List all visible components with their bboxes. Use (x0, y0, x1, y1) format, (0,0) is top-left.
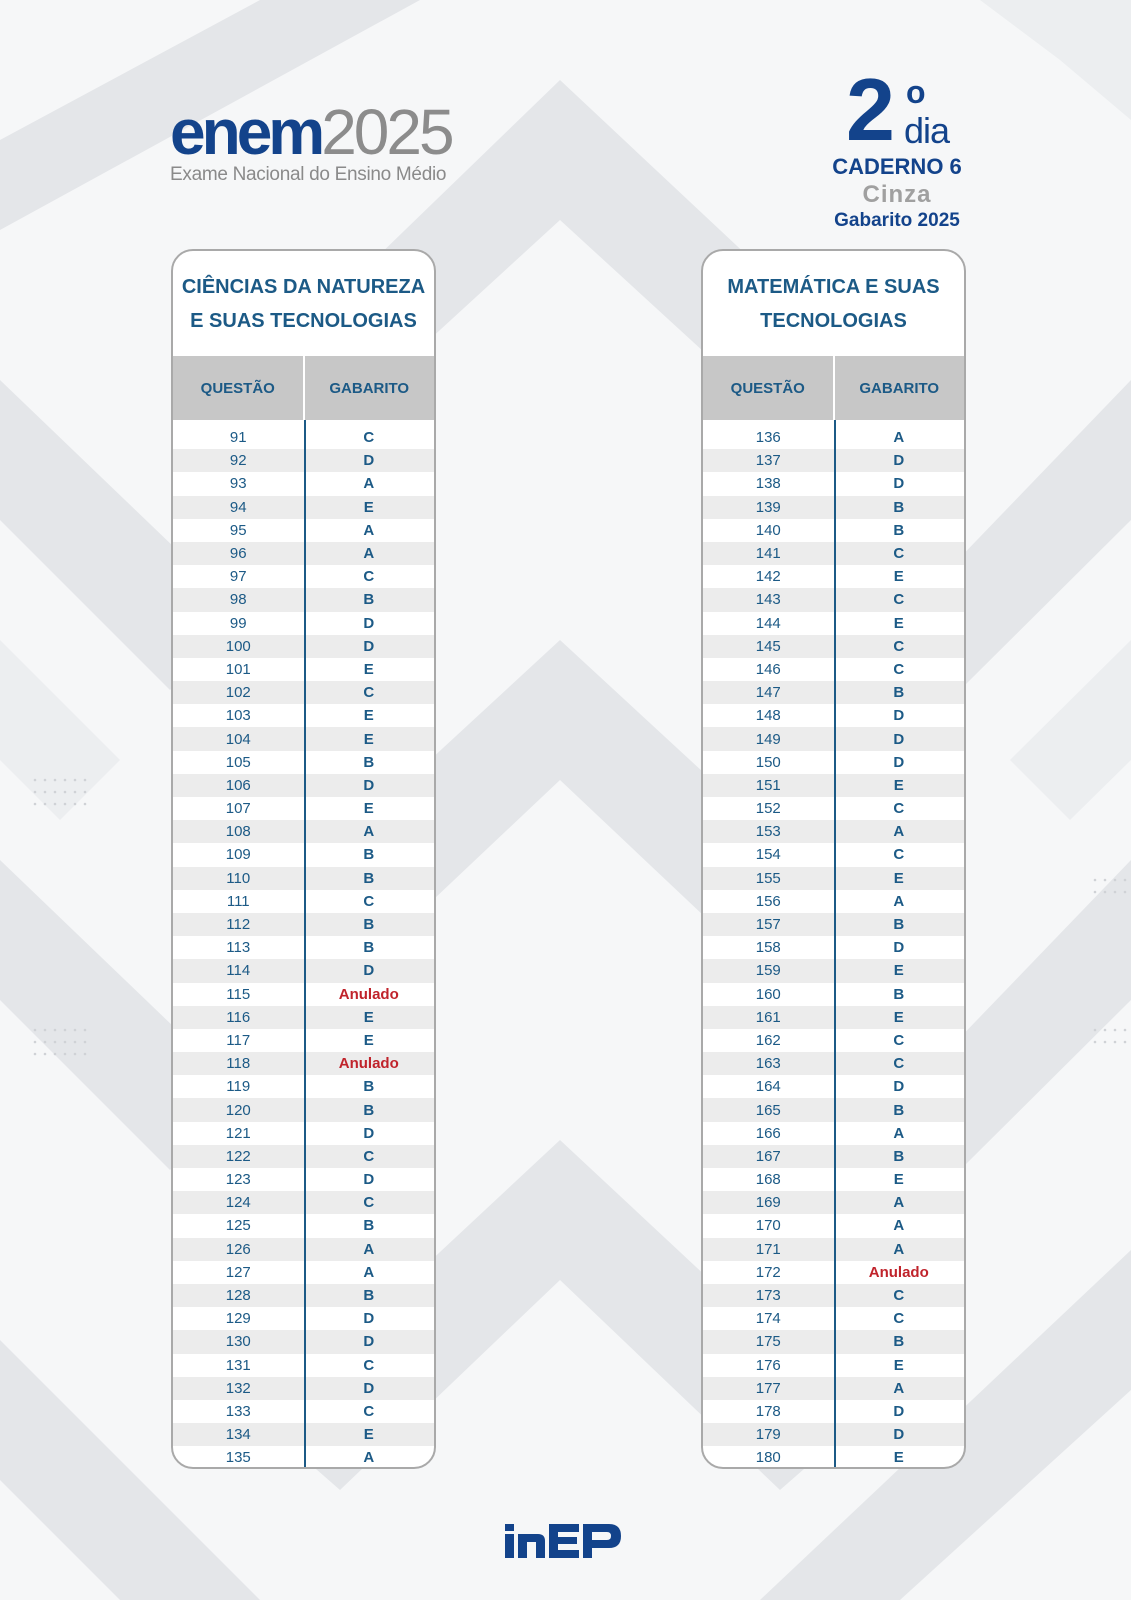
answer-table-natureza (171, 249, 436, 1469)
table-row (703, 542, 964, 565)
column-header-questao: QUESTÃO (703, 356, 835, 420)
table-row (173, 704, 434, 727)
answer-letter: B (363, 846, 375, 864)
answer-letter: D (893, 452, 905, 470)
answer-letter: D (893, 1078, 905, 1096)
answer-letter: B (893, 1333, 905, 1351)
answer-annulled: Anulado (338, 1055, 399, 1073)
answer-annulled: Anulado (338, 985, 399, 1003)
question-number: 131 (225, 1356, 251, 1374)
answer-letter: A (363, 475, 375, 493)
question-number: 137 (755, 452, 781, 470)
table-row (703, 1052, 964, 1075)
table-row (173, 1423, 434, 1446)
table-row (703, 1145, 964, 1168)
question-number: 107 (225, 800, 251, 818)
table-row (173, 1214, 434, 1237)
question-number: 127 (225, 1263, 251, 1281)
answer-letter: E (363, 800, 374, 818)
column-header-gabarito: GABARITO (329, 379, 410, 397)
question-number: 103 (225, 707, 251, 725)
table-row (703, 1330, 964, 1353)
question-number: 130 (225, 1333, 251, 1351)
answer-letter: C (363, 1356, 375, 1374)
question-number: 163 (755, 1055, 781, 1073)
question-number: 112 (226, 916, 251, 934)
table-row (173, 449, 434, 472)
gabarito-year: Gabarito 2025 (834, 210, 960, 231)
answer-letter: B (893, 1147, 905, 1165)
table-body (703, 420, 964, 1469)
question-number: 164 (755, 1078, 781, 1096)
table-row (173, 1168, 434, 1191)
question-number: 129 (225, 1310, 251, 1328)
table-row (173, 843, 434, 866)
table-row (173, 774, 434, 797)
answer-letter: D (893, 730, 905, 748)
answer-letter: C (363, 892, 375, 910)
answer-letter: D (363, 452, 375, 470)
answer-letter: A (893, 1217, 905, 1235)
question-number: 104 (225, 730, 251, 748)
question-number: 143 (755, 591, 781, 609)
question-number: 111 (226, 892, 250, 910)
day-ordinal: o (906, 74, 926, 110)
table-row (703, 727, 964, 750)
table-row (703, 867, 964, 890)
table-row (173, 612, 434, 635)
table-row (703, 890, 964, 913)
question-number: 115 (226, 985, 251, 1003)
answer-letter: E (363, 1031, 374, 1049)
question-number: 101 (225, 660, 251, 678)
enem-wordmark-year: 2025 (321, 96, 452, 168)
answer-letter: E (363, 1426, 374, 1444)
answer-letter: C (363, 429, 375, 447)
question-number: 102 (225, 684, 251, 702)
answer-letter: B (893, 916, 905, 934)
question-number: 132 (225, 1379, 251, 1397)
question-number: 148 (755, 707, 781, 725)
answer-letter: B (363, 1287, 375, 1305)
table-row (703, 1377, 964, 1400)
table-row (703, 774, 964, 797)
question-number: 120 (225, 1101, 251, 1119)
table-row (703, 1168, 964, 1191)
table-row (703, 704, 964, 727)
question-number: 162 (755, 1031, 781, 1049)
answer-letter: D (363, 637, 375, 655)
table-row (173, 1377, 434, 1400)
answer-letter: E (893, 962, 904, 980)
question-number: 118 (226, 1055, 251, 1073)
question-number: 176 (755, 1356, 781, 1374)
table-row (703, 959, 964, 982)
table-row (703, 1098, 964, 1121)
question-number: 147 (755, 684, 781, 702)
table-row (173, 1029, 434, 1052)
answer-letter: A (363, 521, 375, 539)
answer-letter: A (363, 823, 375, 841)
question-number: 135 (225, 1449, 251, 1467)
table-row (173, 426, 434, 449)
table-row (173, 890, 434, 913)
table-row (173, 1446, 434, 1469)
question-number: 99 (229, 614, 247, 632)
table-row (703, 797, 964, 820)
table-row (703, 1400, 964, 1423)
question-number: 93 (229, 475, 247, 493)
answer-letter: A (893, 1379, 905, 1397)
table-row (173, 1122, 434, 1145)
table-row (703, 681, 964, 704)
table-row (703, 519, 964, 542)
answer-letter: A (363, 545, 375, 563)
table-row (173, 1307, 434, 1330)
answer-letter: D (893, 1402, 905, 1420)
table-row (703, 1029, 964, 1052)
table-row (703, 565, 964, 588)
question-number: 142 (755, 568, 781, 586)
caderno-label: CADERNO 6 (832, 154, 962, 179)
table-title: MATEMÁTICA E SUAS TECNOLOGIAS (727, 275, 940, 332)
answer-letter: C (893, 637, 905, 655)
answer-letter: A (363, 1263, 375, 1281)
table-row (173, 681, 434, 704)
answer-letter: D (363, 1124, 375, 1142)
answer-letter: C (893, 1055, 905, 1073)
table-row (703, 426, 964, 449)
answer-letter: C (893, 1031, 905, 1049)
question-number: 149 (755, 730, 781, 748)
question-number: 109 (225, 846, 251, 864)
enem-subtitle: Exame Nacional do Ensino Médio (170, 164, 447, 185)
column-header-questao: QUESTÃO (173, 356, 305, 420)
table-row (173, 727, 434, 750)
table-row (703, 820, 964, 843)
question-number: 160 (755, 985, 781, 1003)
table-row (173, 1284, 434, 1307)
question-number: 96 (229, 545, 247, 563)
table-row (703, 1238, 964, 1261)
table-row (173, 1238, 434, 1261)
table-row (703, 936, 964, 959)
question-number: 166 (755, 1124, 781, 1142)
answer-letter: D (893, 1426, 905, 1444)
answer-letter: A (893, 1240, 905, 1258)
table-row (173, 658, 434, 681)
table-row (173, 820, 434, 843)
question-number: 155 (755, 869, 781, 887)
table-row (703, 658, 964, 681)
table-row (703, 1423, 964, 1446)
table-row (173, 913, 434, 936)
answer-letter: C (893, 660, 905, 678)
answer-letter: B (893, 684, 905, 702)
question-number: 98 (229, 591, 247, 609)
answer-letter: E (893, 1008, 904, 1026)
question-number: 158 (755, 939, 781, 957)
answer-letter: C (893, 545, 905, 563)
question-number: 133 (225, 1402, 251, 1420)
answer-letter: E (893, 614, 904, 632)
question-number: 134 (225, 1426, 251, 1444)
question-number: 172 (755, 1263, 781, 1281)
answer-letter: B (363, 916, 375, 934)
answer-letter: A (363, 1449, 375, 1467)
answer-letter: A (893, 1194, 905, 1212)
table-row (173, 1145, 434, 1168)
table-row (173, 588, 434, 611)
question-number: 136 (755, 429, 781, 447)
answer-letter: D (363, 1379, 375, 1397)
answer-letter: C (893, 846, 905, 864)
question-number: 165 (755, 1101, 781, 1119)
table-row (703, 588, 964, 611)
day-number: 2 (846, 60, 895, 159)
question-number: 146 (755, 660, 781, 678)
question-number: 156 (755, 892, 781, 910)
table-row (703, 1006, 964, 1029)
answer-letter: D (893, 939, 905, 957)
answer-letter: D (363, 1171, 375, 1189)
table-row (173, 1052, 434, 1075)
answer-table-matematica (701, 249, 966, 1469)
question-number: 124 (225, 1194, 251, 1212)
question-number: 122 (225, 1147, 251, 1165)
question-number: 97 (229, 568, 247, 586)
answer-letter: C (363, 568, 375, 586)
table-row (173, 983, 434, 1006)
table-row (173, 1075, 434, 1098)
table-row (173, 542, 434, 565)
question-number: 144 (755, 614, 781, 632)
enem-wordmark (170, 96, 452, 168)
answer-letter: C (363, 1402, 375, 1420)
table-header (703, 356, 964, 420)
table-row (703, 1122, 964, 1145)
question-number: 140 (755, 521, 781, 539)
question-number: 113 (226, 939, 251, 957)
table-row (703, 843, 964, 866)
answer-letter: D (363, 614, 375, 632)
answer-letter: D (893, 753, 905, 771)
answer-letter: B (363, 1217, 375, 1235)
table-row (173, 797, 434, 820)
table-row (703, 751, 964, 774)
answer-letter: B (363, 939, 375, 957)
answer-letter: E (363, 1008, 374, 1026)
table-row (173, 936, 434, 959)
answer-letter: B (893, 521, 905, 539)
answer-letter: E (893, 1171, 904, 1189)
question-number: 123 (225, 1171, 251, 1189)
table-row (703, 1446, 964, 1469)
day-word: dia (904, 110, 950, 151)
question-number: 157 (755, 916, 781, 934)
table-row (703, 1284, 964, 1307)
table-row (173, 519, 434, 542)
question-number: 154 (755, 846, 781, 864)
column-header-gabarito: GABARITO (859, 379, 940, 397)
answer-letter: C (893, 800, 905, 818)
answer-letter: C (893, 1310, 905, 1328)
question-number: 175 (755, 1333, 781, 1351)
answer-letter: E (363, 730, 374, 748)
answer-letter: B (893, 1101, 905, 1119)
inep-logo (505, 1522, 625, 1562)
table-row (703, 1214, 964, 1237)
question-number: 153 (755, 823, 781, 841)
answer-letter: D (363, 1310, 375, 1328)
table-row (703, 612, 964, 635)
question-number: 138 (755, 475, 781, 493)
table-row (173, 1261, 434, 1284)
question-number: 159 (755, 962, 781, 980)
question-number: 139 (755, 498, 781, 516)
table-row (173, 751, 434, 774)
answer-letter: A (893, 429, 905, 447)
table-row (173, 1400, 434, 1423)
answer-letter: E (893, 1356, 904, 1374)
table-row (173, 959, 434, 982)
answer-letter: E (363, 498, 374, 516)
table-row (703, 496, 964, 519)
question-number: 180 (755, 1449, 781, 1467)
answer-letter: C (893, 591, 905, 609)
question-number: 94 (229, 498, 247, 516)
answer-letter: E (893, 869, 904, 887)
table-row (703, 472, 964, 495)
question-number: 91 (229, 429, 247, 447)
question-number: 100 (225, 637, 251, 655)
question-number: 128 (225, 1287, 251, 1305)
answer-letter: B (363, 753, 375, 771)
answer-annulled: Anulado (868, 1263, 929, 1281)
answer-letter: B (363, 869, 375, 887)
answer-letter: C (363, 1194, 375, 1212)
table-row (173, 1098, 434, 1121)
question-number: 117 (226, 1031, 251, 1049)
answer-letter: A (893, 823, 905, 841)
question-number: 119 (226, 1078, 251, 1096)
table-title: CIÊNCIAS DA NATUREZA E SUAS TECNOLOGIAS (181, 275, 426, 332)
caderno-color: Cinza (862, 181, 932, 208)
answer-letter: C (893, 1287, 905, 1305)
answer-letter: E (363, 707, 374, 725)
question-number: 110 (226, 869, 251, 887)
question-number: 151 (755, 776, 781, 794)
answer-letter: C (363, 1147, 375, 1165)
answer-letter: C (363, 684, 375, 702)
table-row (703, 1354, 964, 1377)
enem-logo (170, 96, 452, 186)
question-number: 178 (755, 1402, 781, 1420)
question-number: 174 (755, 1310, 781, 1328)
question-number: 105 (225, 753, 251, 771)
question-number: 92 (229, 452, 247, 470)
question-number: 145 (755, 637, 781, 655)
answer-letter: A (893, 892, 905, 910)
table-row (173, 1354, 434, 1377)
table-row (173, 1330, 434, 1353)
table-row (173, 867, 434, 890)
enem-wordmark-main: enem (170, 96, 322, 168)
answer-letter: D (363, 962, 375, 980)
table-row (703, 913, 964, 936)
question-number: 150 (755, 753, 781, 771)
table-row (703, 449, 964, 472)
question-number: 116 (226, 1008, 251, 1026)
answer-letter: E (363, 660, 374, 678)
table-row (173, 496, 434, 519)
table-row (703, 1191, 964, 1214)
question-number: 106 (225, 776, 251, 794)
question-number: 152 (755, 800, 781, 818)
answer-letter: D (893, 475, 905, 493)
answer-letter: D (363, 1333, 375, 1351)
question-number: 171 (755, 1240, 781, 1258)
question-number: 161 (755, 1008, 781, 1026)
table-row (173, 472, 434, 495)
table-row (173, 1191, 434, 1214)
day-info (812, 60, 982, 232)
table-row (703, 1075, 964, 1098)
table-row (703, 983, 964, 1006)
answer-letter: B (363, 1078, 375, 1096)
question-number: 168 (755, 1171, 781, 1189)
table-row (703, 635, 964, 658)
question-number: 173 (755, 1287, 781, 1305)
answer-letter: B (893, 985, 905, 1003)
day-label (812, 60, 982, 159)
question-number: 177 (755, 1379, 781, 1397)
answer-letter: E (893, 568, 904, 586)
question-number: 179 (755, 1426, 781, 1444)
table-body (173, 420, 434, 1469)
answer-letter: E (893, 1449, 904, 1467)
question-number: 169 (755, 1194, 781, 1212)
question-number: 126 (225, 1240, 251, 1258)
question-number: 167 (755, 1147, 781, 1165)
answer-letter: B (893, 498, 905, 516)
answer-letter: A (363, 1240, 375, 1258)
table-row (173, 635, 434, 658)
answer-letter: A (893, 1124, 905, 1142)
answer-letter: B (363, 591, 375, 609)
answer-letter: E (893, 776, 904, 794)
answer-letter: D (363, 776, 375, 794)
answer-letter: D (893, 707, 905, 725)
question-number: 125 (225, 1217, 251, 1235)
question-number: 170 (755, 1217, 781, 1235)
question-number: 108 (225, 823, 251, 841)
answer-letter: B (363, 1101, 375, 1119)
table-row (703, 1307, 964, 1330)
question-number: 121 (225, 1124, 251, 1142)
question-number: 95 (229, 521, 247, 539)
table-row (173, 1006, 434, 1029)
table-header (173, 356, 434, 420)
question-number: 114 (226, 962, 251, 980)
table-row (703, 1261, 964, 1284)
question-number: 141 (755, 545, 781, 563)
table-row (173, 565, 434, 588)
